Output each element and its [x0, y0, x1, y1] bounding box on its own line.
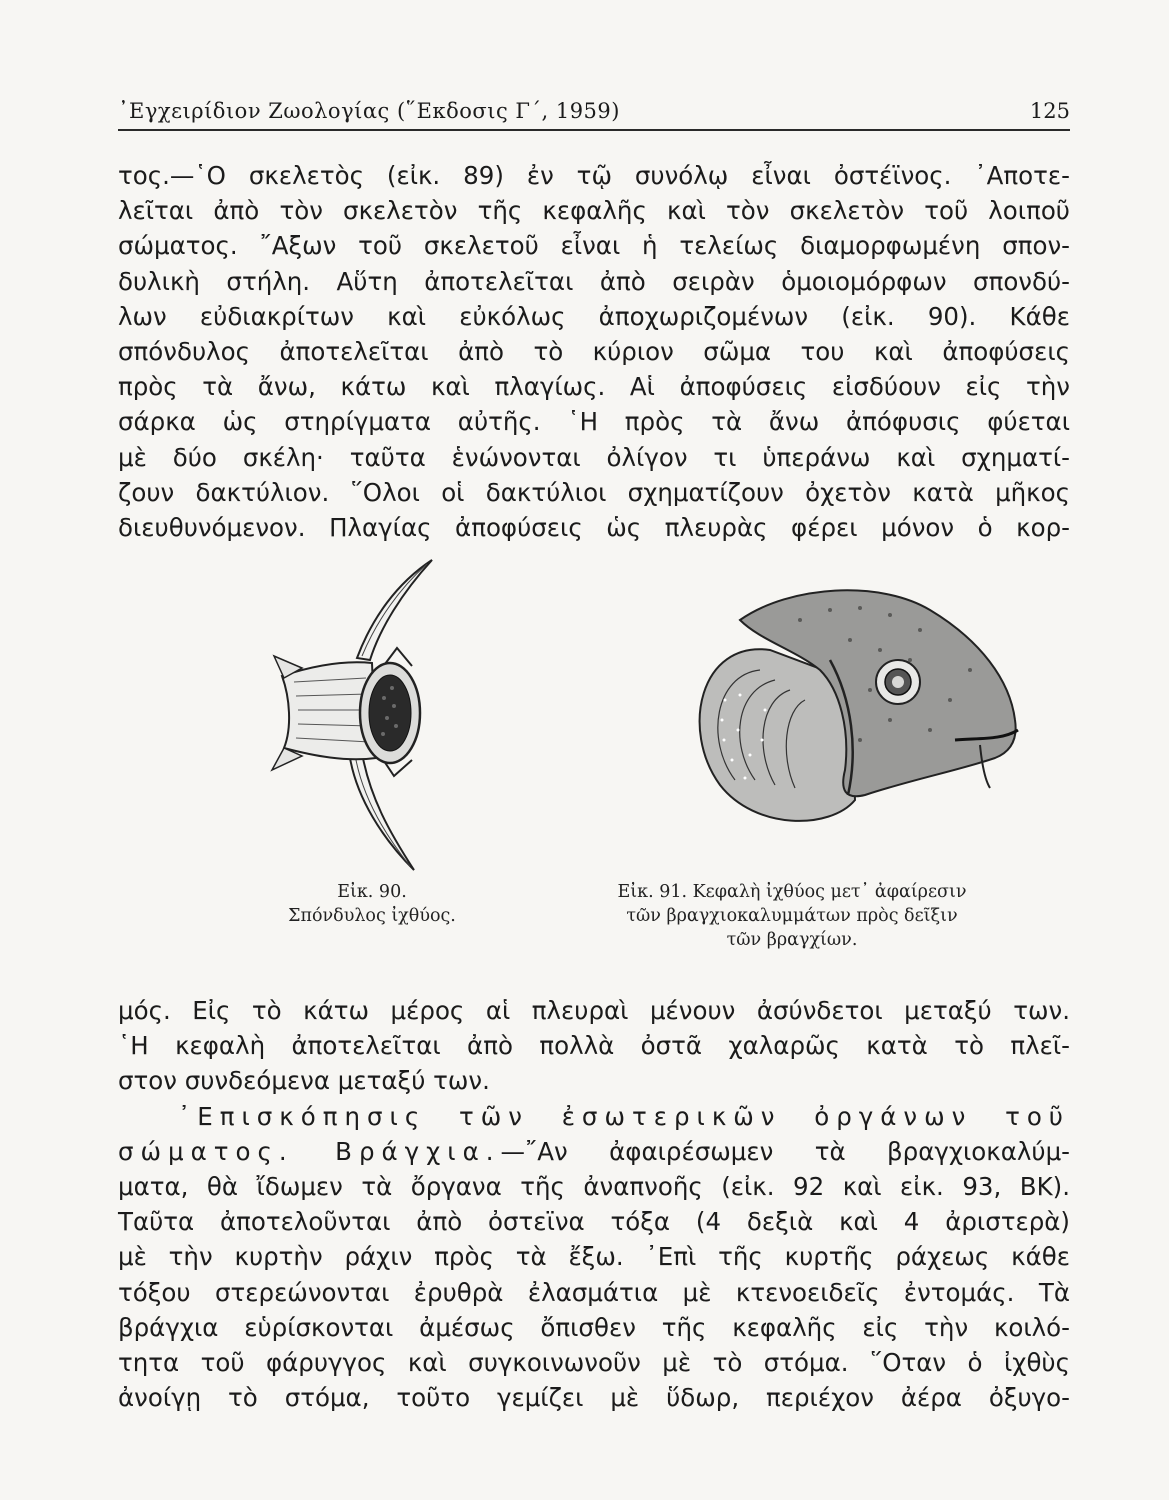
running-header	[118, 95, 1070, 131]
text-line: δυλικὴ στήλη. Αὕτη ἀποτελεῖται ἀπὸ σειρὰν ὁμοιομόρφων σπονδύ-	[118, 266, 1070, 296]
bottom-paragraph	[118, 993, 1070, 1415]
running-header-title: ᾿Εγχειρίδιον Ζωολογίας (῞Εκδοσις Γ΄, 1959)	[118, 99, 620, 123]
text-line: μός. Εἰς τὸ κάτω μέρος αἱ πλευραὶ μένουν ἀσύνδετοι μεταξύ των.	[118, 996, 1070, 1025]
figure-90-caption-text: Σπόνδυλος ἰχθύος.	[288, 906, 456, 926]
text-line: ἀνοίγῃ τὸ στόμα, τοῦτο γεμίζει μὲ ὕδωρ, περιέχον ἀέρα ὀξυγο-	[118, 1383, 1070, 1413]
figure-90-caption	[272, 880, 472, 928]
text-line: βράγχια εὑρίσκονται ἀμέσως ὄπισθεν τῆς κεφαλῆς εἰς τὴν κοιλό-	[118, 1312, 1070, 1342]
text-line: μὲ δύο σκέλη· ταῦτα ἑνώνονται ὀλίγον τι ὑπεράνω καὶ σχηματί-	[118, 442, 1070, 472]
text-line: τος.—῾Ο σκελετὸς (εἰκ. 89) ἐν τῷ συνόλῳ εἶναι ὀστέϊνος. ᾿Αποτε-	[118, 161, 1070, 190]
text-line: σώματος. ῎Αξων τοῦ σκελετοῦ εἶναι ἡ τελείως διαμορφωμένη σπον-	[118, 231, 1070, 261]
text-line: σπόνδυλος ἀποτελεῖται ἀπὸ τὸ κύριον σῶμα του καὶ ἀποφύσεις	[118, 336, 1070, 366]
page-number: 125	[1029, 99, 1070, 123]
text-line: λεῖται ἀπὸ τὸν σκελετὸν τῆς κεφαλῆς καὶ τὸν σκελετὸν τοῦ λοιποῦ	[118, 196, 1070, 226]
subsection-heading: Βράγχια.	[335, 1136, 501, 1166]
text-fragment: —῎Αν ἀφαιρέσωμεν τὰ βραγχιοκαλύμ-	[500, 1136, 1070, 1166]
text-line	[118, 1134, 1070, 1169]
section-heading-continued: σώματος.	[118, 1136, 294, 1166]
text-line: λων εὐδιακρίτων καὶ εὐκόλως ἀποχωριζομένων (εἰκ. 90). Κάθε	[118, 301, 1070, 331]
text-line: διευθυνόμενον. Πλαγίας ἀποφύσεις ὡς πλευρὰς φέρει μόνον ὁ κορ-	[118, 512, 1070, 542]
figure-91-caption-line: τῶν βραγχίων.	[726, 930, 858, 950]
text-line: τόξου στερεώνονται ἐρυθρὰ ἐλασμάτια μὲ κτενοειδεῖς ἐντομάς. Τὰ	[118, 1277, 1070, 1307]
text-line: πρὸς τὰ ἄνω, κάτω καὶ πλαγίως. Αἱ ἀποφύσεις εἰσδύουν εἰς τὴν	[118, 372, 1070, 402]
figure-90-label: Εἰκ. 90.	[337, 882, 407, 902]
fish-head-gills-illustration	[680, 580, 1030, 835]
figure-91-caption	[552, 880, 1032, 952]
text-line: στον συνδεόμενα μεταξύ των.	[118, 1066, 490, 1096]
text-line: τητα τοῦ φάρυγγος καὶ συγκοινωνοῦν μὲ τὸ στόμα. ῞Οταν ὁ ἰχθὺς	[118, 1347, 1070, 1377]
figure-91-caption-line: τῶν βραγχιοκαλυμμάτων πρὸς δεῖξιν	[626, 906, 958, 926]
text-line: ῾Η κεφαλὴ ἀποτελεῖται ἀπὸ πολλὰ ὀστᾶ χαλαρῶς κατὰ τὸ πλεῖ-	[118, 1031, 1070, 1061]
text-line: ζουν δακτύλιον. ῞Ολοι οἱ δακτύλιοι σχηματίζουν ὀχετὸν κατὰ μῆκος	[118, 477, 1070, 507]
figure-91-caption-line: Εἰκ. 91. Κεφαλὴ ἰχθύος μετ᾿ ἀφαίρεσιν	[617, 882, 967, 902]
fish-vertebra-illustration	[262, 548, 462, 878]
text-line: Ταῦτα ἀποτελοῦνται ἀπὸ ὀστεϊνα τόξα (4 δεξιὰ καὶ 4 ἀριστερὰ)	[118, 1207, 1070, 1237]
section-heading-line: ᾿Επισκόπησις τῶν ἐσωτερικῶν ὀργάνων τοῦ	[178, 1101, 1070, 1131]
text-line: μὲ τὴν κυρτὴν ράχιν πρὸς τὰ ἔξω. ᾿Επὶ τῆς κυρτῆς ράχεως κάθε	[118, 1242, 1070, 1272]
top-paragraph	[118, 158, 1070, 545]
text-line: ματα, θὰ ἴδωμεν τὰ ὄργανα τῆς ἀναπνοῆς (εἰκ. 92 καὶ εἰκ. 93, ΒΚ).	[118, 1171, 1070, 1201]
text-line: σάρκα ὡς στηρίγματα αὐτῆς. ῾Η πρὸς τὰ ἄνω ἀπόφυσις φύεται	[118, 407, 1070, 437]
